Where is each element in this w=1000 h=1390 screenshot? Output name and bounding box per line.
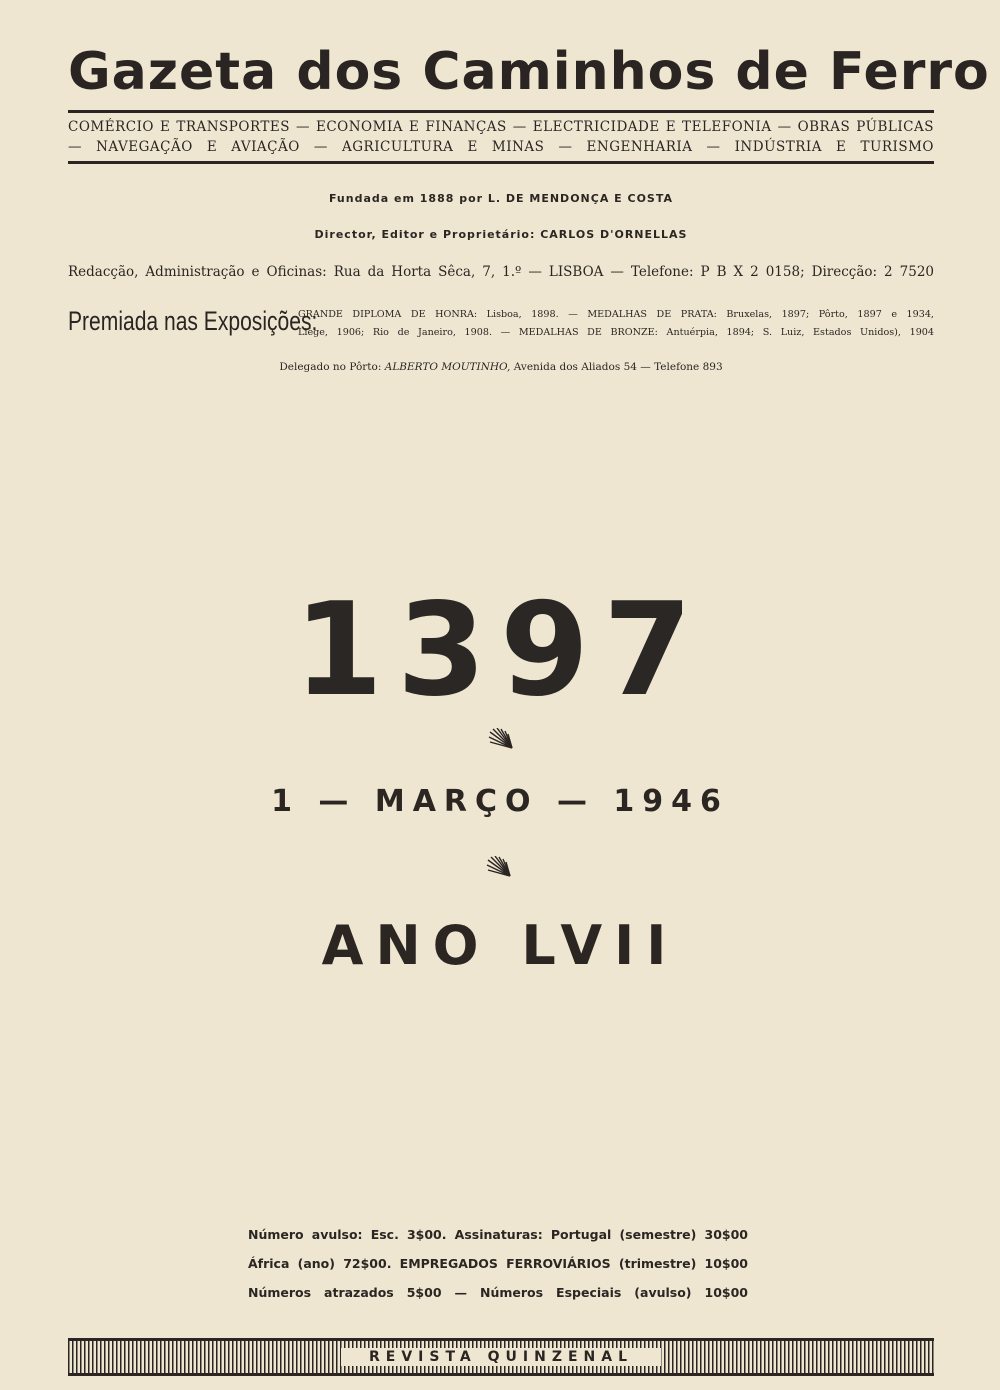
footer-label: REVISTA QUINZENAL [341, 1348, 661, 1366]
price-line-1: Número avulso: Esc. 3$00. Assinaturas: Portugal (semestre) 30$00 [248, 1227, 748, 1242]
masthead-rule-top [68, 110, 934, 113]
subjects-line-2: — NAVEGAÇÃO E AVIAÇÃO — AGRICULTURA E MINAS — ENGENHARIA — INDÚSTRIA E TURISMO [68, 139, 934, 155]
prizes-line-2: Liège, 1906; Rio de Janeiro, 1908. — MEDALHAS DE BRONZE: Antuérpia, 1894; S. Luiz, Estados Unidos), 1904 [298, 327, 934, 338]
delegate-line [68, 361, 934, 373]
issue-number: 1397 [293, 576, 707, 725]
prizes-title: Premiada nas Exposições: [68, 306, 318, 336]
delegate-prefix: Delegado no Pôrto: [279, 361, 385, 373]
delegate-name: ALBERTO MOUTINHO, [384, 361, 511, 373]
price-line-2: África (ano) 72$00. EMPREGADOS FERROVIÁRIOS (trimestre) 10$00 [248, 1256, 748, 1271]
founding-line: Fundada em 1888 por L. DE MENDONÇA E COSTA [328, 192, 674, 205]
masthead-title: Gazeta dos Caminhos de Ferro [68, 42, 990, 102]
prizes-details [298, 306, 934, 342]
prizes-line-1: GRANDE DIPLOMA DE HONRA: Lisboa, 1898. — MEDALHAS DE PRATA: Bruxelas, 1897; Pôrto, 1897 e 1934, [298, 309, 934, 320]
volume-year: ANO LVII [321, 914, 679, 977]
fan-ornament-icon [488, 728, 516, 750]
subjects-line-1: COMÉRCIO E TRANSPORTES — ECONOMIA E FINANÇAS — ELECTRICIDADE E TELEFONIA — OBRAS PÚBLICAS [68, 119, 934, 135]
price-line-3: Números atrazados 5$00 — Números Especiais (avulso) 10$00 [248, 1285, 748, 1300]
footer-band [68, 1338, 934, 1376]
delegate-suffix: Avenida dos Aliados 54 — Telefone 893 [510, 361, 723, 373]
issue-date: 1 — MARÇO — 1946 [271, 784, 729, 819]
fan-ornament-icon [486, 856, 514, 878]
director-line: Director, Editor e Proprietário: CARLOS D'ORNELLAS [314, 228, 688, 241]
masthead-rule-bottom [68, 161, 934, 164]
address-line: Redacção, Administração e Oficinas: Rua da Horta Sêca, 7, 1.º — LISBOA — Telefone: P B X 2 0158; Direcção: 2 7520 [68, 264, 934, 280]
